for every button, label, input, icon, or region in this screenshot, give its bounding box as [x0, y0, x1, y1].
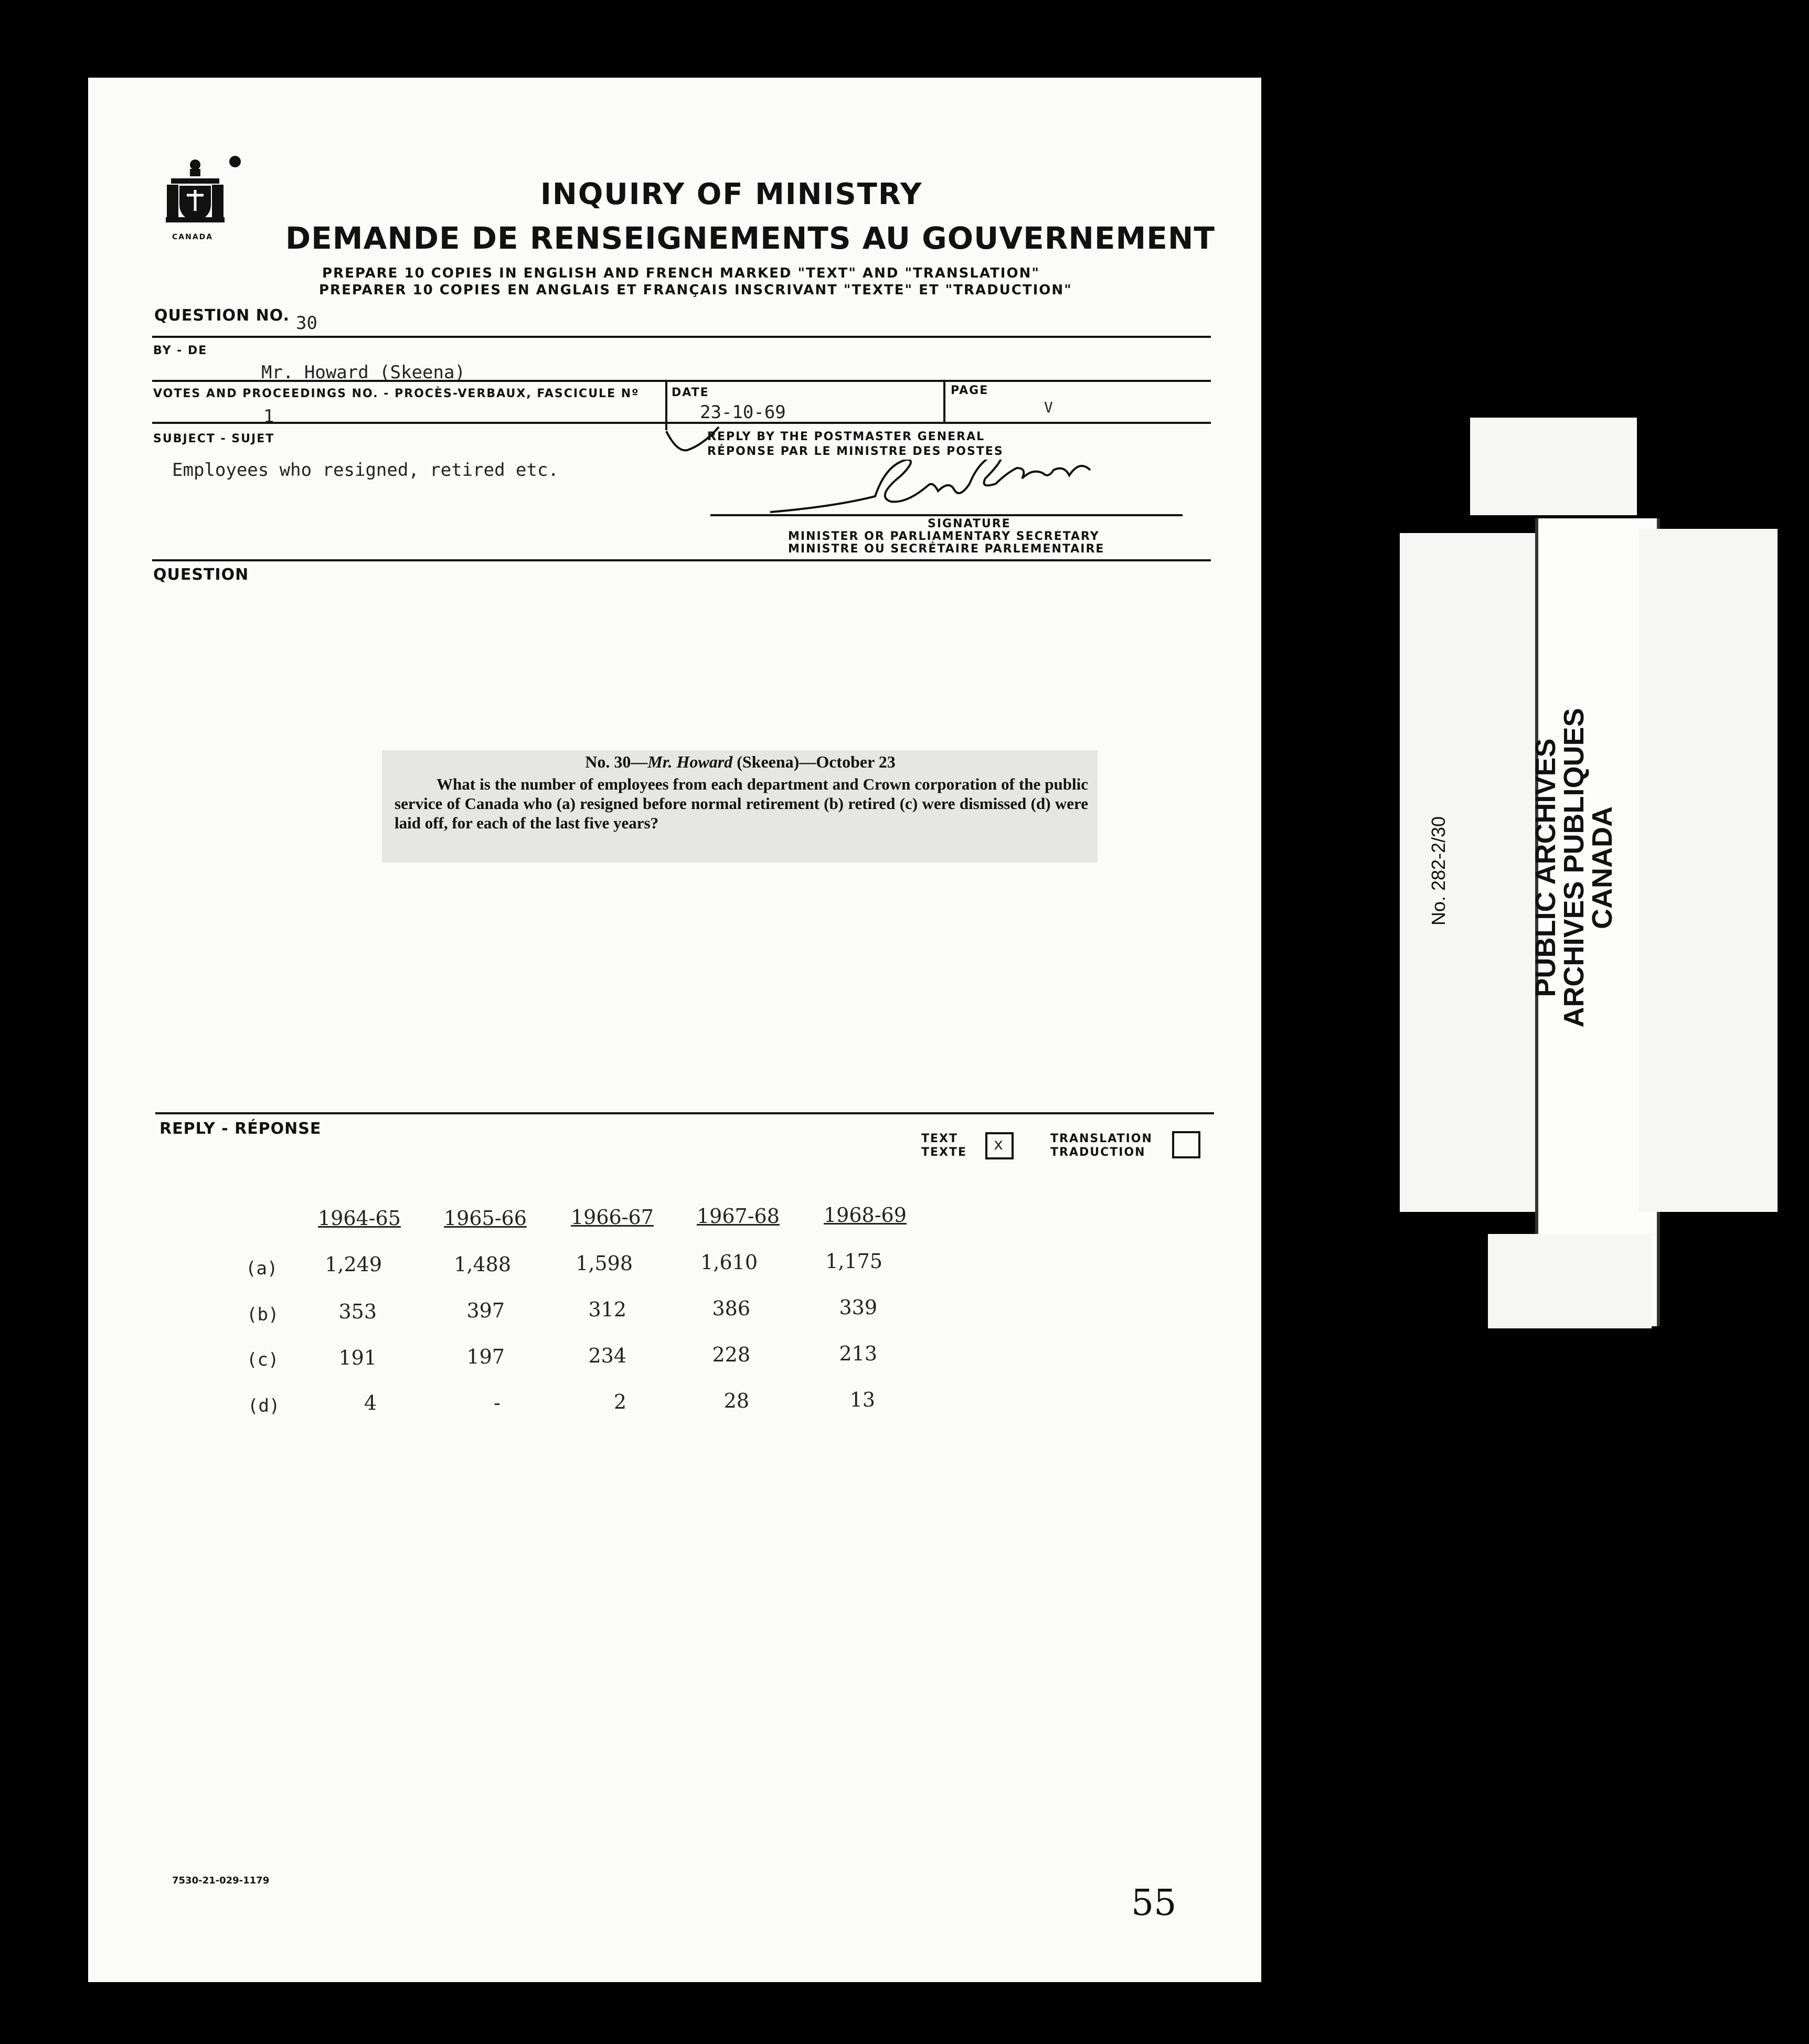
- archive-label-right: [1639, 529, 1778, 1212]
- text-checkbox[interactable]: [985, 1132, 1014, 1159]
- table-cell: 1,610: [700, 1251, 758, 1274]
- signature-graphic: [760, 460, 1211, 523]
- question-clipping: [382, 750, 1098, 863]
- clipping-heading-name: Mr. Howard: [647, 752, 733, 771]
- row-label: (a): [246, 1258, 278, 1279]
- table-cell: 234: [588, 1344, 626, 1367]
- reply-by-en: REPLY BY THE POSTMASTER GENERAL: [707, 430, 985, 443]
- archive-stamp-line1: PUBLIC ARCHIVES: [1530, 738, 1561, 997]
- archive-tab-top: [1470, 418, 1637, 515]
- question-no-value: 30: [296, 313, 317, 334]
- by-label: BY - DE: [153, 344, 208, 357]
- archive-file-number: No. 282-2/30: [1428, 816, 1449, 926]
- table-cell: 191: [338, 1346, 377, 1369]
- year-header: 1965-66: [444, 1207, 527, 1230]
- divider: [152, 559, 1211, 561]
- crest-caption: CANADA: [172, 233, 214, 241]
- by-value: Mr. Howard (Skeena): [261, 362, 465, 383]
- minister-en: MINISTER OR PARLIAMENTARY SECRETARY: [788, 530, 1100, 543]
- table-cell: 1,249: [325, 1253, 382, 1276]
- subject-label: SUBJECT - SUJET: [153, 432, 275, 445]
- canada-crest-icon: [164, 155, 227, 229]
- table-cell: 2: [613, 1390, 626, 1413]
- table-cell: 13: [849, 1388, 875, 1411]
- table-cell: 397: [466, 1299, 505, 1322]
- clipping-body: What is the number of employees from each department and Crown corporation of the public service of Canada who (a) resigned before normal retirement (b) retired (c) were dismissed (d) were laid off, for each of the last five years?: [395, 775, 1088, 832]
- inquiry-form-sheet: [88, 78, 1261, 1982]
- instruction-en: PREPARE 10 COPIES IN ENGLISH AND FRENCH MARKED "TEXT" AND "TRANSLATION": [322, 265, 1040, 281]
- votes-label: VOTES AND PROCEEDINGS NO. - PROCÈS-VERBAUX, FASCICULE Nº: [153, 387, 640, 400]
- form-number: 7530-21-029-1179: [172, 1875, 270, 1886]
- minister-fr: MINISTRE OU SECRÉTAIRE PARLEMENTAIRE: [788, 542, 1105, 556]
- table-cell: 213: [839, 1342, 877, 1365]
- year-header: 1964-65: [318, 1207, 401, 1230]
- text-label-fr: TEXTE: [921, 1146, 967, 1159]
- clipping-heading: [392, 752, 1088, 772]
- page-number: 55: [1131, 1882, 1177, 1924]
- ink-spot-icon: [229, 155, 241, 168]
- text-checkbox-mark: x: [994, 1135, 1004, 1154]
- year-header: 1967-68: [697, 1205, 780, 1228]
- archive-stamp-line2: ARCHIVES PUBLIQUES: [1558, 708, 1590, 1028]
- archive-stamp-line3: CANADA: [1587, 806, 1618, 929]
- table-cell: 353: [338, 1300, 377, 1323]
- page-value: V: [1044, 399, 1053, 416]
- page-label: PAGE: [951, 384, 989, 397]
- divider: [152, 380, 1211, 382]
- row-label: (c): [247, 1349, 279, 1370]
- clipping-heading-prefix: No. 30—: [585, 752, 648, 771]
- table-cell: 312: [588, 1298, 626, 1321]
- year-header: 1968-69: [824, 1204, 907, 1227]
- signature-line: [710, 514, 1183, 516]
- reply-label: REPLY - RÉPONSE: [159, 1120, 322, 1138]
- reply-by-fr: RÉPONSE PAR LE MINISTRE DES POSTES: [707, 445, 1004, 458]
- translation-label-en: TRANSLATION: [1050, 1132, 1153, 1145]
- table-cell: 197: [466, 1345, 505, 1368]
- row-label: (b): [247, 1304, 279, 1325]
- archive-stamp: [1531, 708, 1616, 1027]
- question-label: QUESTION: [153, 566, 249, 584]
- date-value: 23-10-69: [700, 402, 786, 423]
- date-label: DATE: [672, 386, 709, 399]
- translation-checkbox[interactable]: [1172, 1131, 1200, 1158]
- divider: [943, 382, 945, 423]
- table-cell: 28: [723, 1389, 749, 1412]
- signature-label: SIGNATURE: [928, 517, 1011, 530]
- year-header: 1966-67: [571, 1206, 654, 1229]
- table-cell: 1,598: [576, 1252, 633, 1275]
- table-cell: 4: [364, 1391, 377, 1414]
- table-cell: -: [494, 1391, 501, 1414]
- translation-label-fr: TRADUCTION: [1050, 1146, 1146, 1159]
- text-label-en: TEXT: [921, 1132, 959, 1145]
- divider: [155, 1112, 1214, 1114]
- table-cell: 339: [839, 1296, 877, 1319]
- row-label: (d): [248, 1396, 280, 1417]
- table-cell: 386: [712, 1297, 750, 1320]
- table-cell: 1,175: [825, 1250, 882, 1273]
- clipping-heading-suffix: (Skeena)—October 23: [732, 752, 896, 771]
- votes-value: 1: [263, 406, 274, 427]
- table-cell: 228: [712, 1343, 750, 1366]
- form-title-en: INQUIRY OF MINISTRY: [540, 177, 923, 211]
- archive-tab-bottom: [1488, 1234, 1652, 1328]
- divider: [152, 336, 1211, 338]
- form-title-fr: DEMANDE DE RENSEIGNEMENTS AU GOUVERNEMENT: [285, 220, 1215, 256]
- instruction-fr: PREPARER 10 COPIES EN ANGLAIS ET FRANÇAIS INSCRIVANT "TEXTE" ET "TRADUCTION": [319, 282, 1072, 298]
- table-cell: 1,488: [454, 1253, 511, 1276]
- subject-value: Employees who resigned, retired etc.: [172, 460, 559, 481]
- question-no-label: QUESTION NO.: [154, 306, 290, 325]
